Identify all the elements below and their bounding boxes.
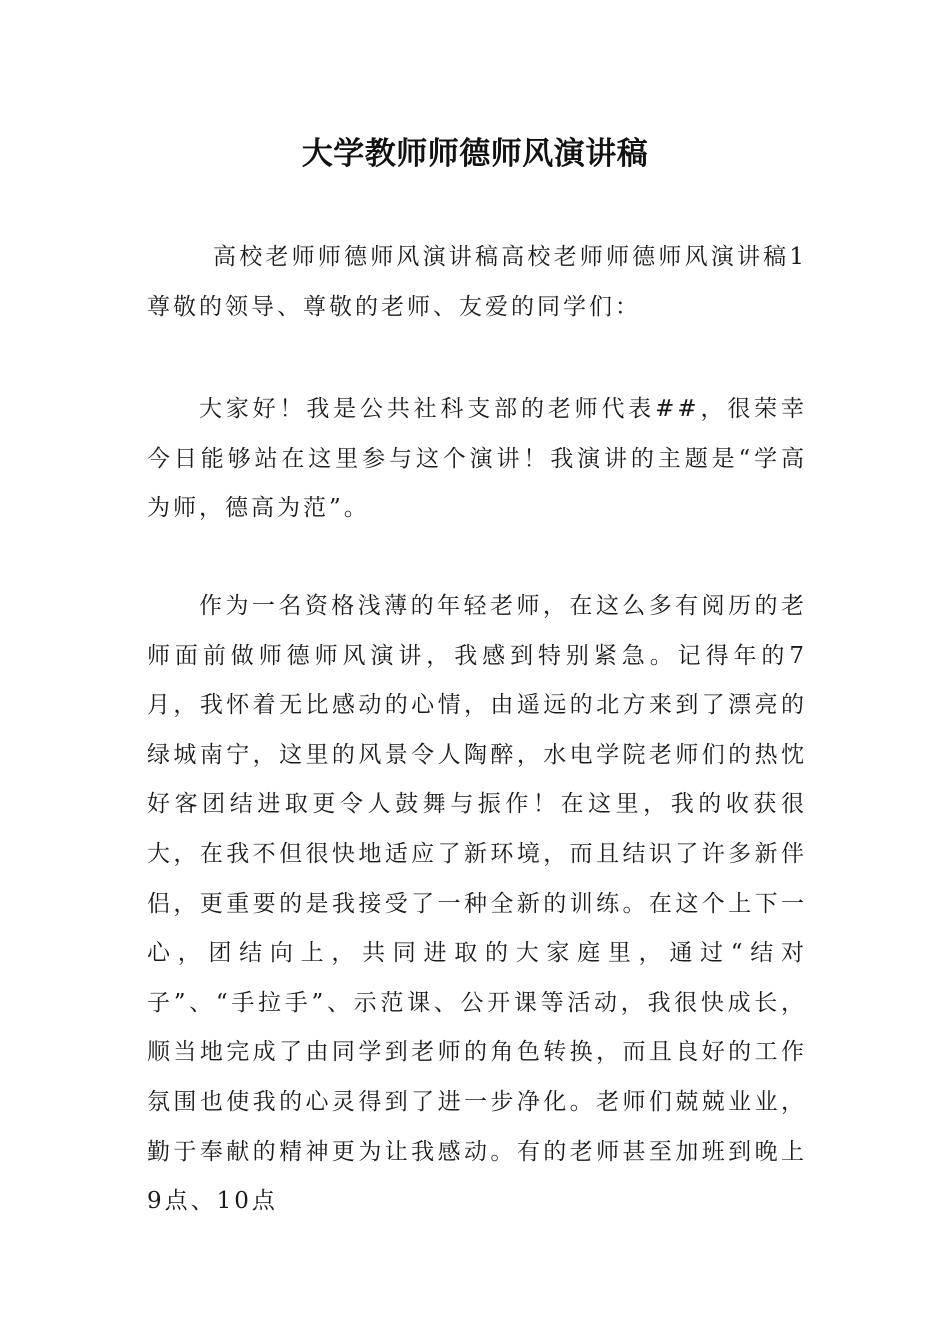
paragraph-greeting: 高校老师师德师风演讲稿高校老师师德师风演讲稿1尊敬的领导、尊敬的老师、友爱的同学们： (147, 244, 807, 320)
paragraph-introduction: 大家好！我是公共社科支部的老师代表##，很荣幸今日能够站在这里参与这个演讲！我演讲的主题是“学高为师，德高为范”。 (147, 396, 807, 522)
document-title: 大学教师师德师风演讲稿 (301, 136, 649, 172)
paragraph-body: 作为一名资格浅薄的年轻老师，在这么多有阅历的老师面前做师德师风演讲，我感到特别紧急。记得年的7月，我怀着无比感动的心情，由遥远的北方来到了漂亮的绿城南宁，这里的风景令人陶醉，水电学院老师们的热忱好客团结进取更令人鼓舞与振作！在这里，我的收获很大，在我不但很快地适应了新环境，而且结识了许多新伴侣，更重要的是我接受了一种全新的训练。在这个上下一心，团结向上，共同进取的大家庭里，通过“结对子”、“手拉手”、示范课、公开课等活动，我很快成长，顺当地完成了由同学到老师的角色转换，而且良好的工作氛围也使我的心灵得到了进一步净化。老师们兢兢业业，勤于奉献的精神更为让我感动。有的老师甚至加班到晚上9点、10点 (147, 593, 807, 1215)
